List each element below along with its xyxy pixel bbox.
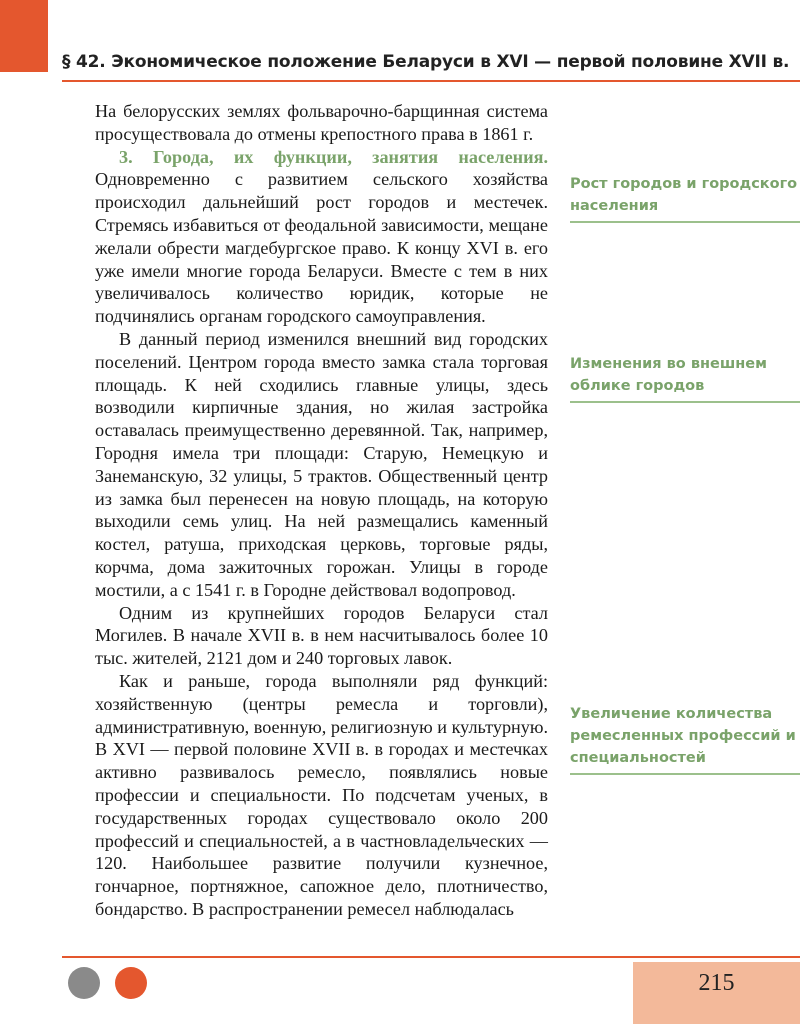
paragraph-2 [95, 146, 548, 328]
margin-note-crafts: Увеличение количества ремесленных профессий и специальностей [570, 703, 800, 775]
paragraph-3: В данный период изменился внешний вид городских поселений. Центром города вместо замка стала торговая площадь. К ней сходились главные улицы, здесь возводили кирпичные здания, но жилая застройка оставалась преимущественно деревянной. Так, например, Городня имела три площади: Старую, Немецкую и Занеманскую, 32 улицы, 5 трактов. Общественный центр из замка был перенесен на новую площадь, на которую выходили семь улиц. На ней размещались каменный костел, ратуша, приходская церковь, торговые ряды, корчма, дома зажиточных горожан. Улицы в городе мостили, а с 1541 г. в Городне действовал водопровод. [95, 328, 548, 600]
main-text-column [95, 100, 548, 921]
subsection-heading: 3. Города, их функции, занятия населения. [119, 146, 548, 167]
margin-note-city-growth: Рост городов и городского населения [570, 173, 800, 223]
corner-accent-block [0, 0, 48, 72]
footer-divider [62, 956, 800, 958]
orange-circle-icon [115, 967, 147, 999]
margin-note-city-appearance: Изменения во внешнем облике городов [570, 353, 800, 403]
paragraph-2-text: Одновременно с развитием сельского хозяйства происходил дальнейший рост городов и местечек. Стремясь избавиться от феодальной зависимости, мещане желали обрести магдебургское право. К концу XVI в. его уже имели многие города Беларуси. Вместе с тем в них увеличивалось количество юридик, которые не подчинялись органам городского самоуправления. [95, 169, 548, 327]
section-header-title: § 42. Экономическое положение Беларуси в XVI — первой половине XVII в. [62, 52, 790, 72]
paragraph-4: Одним из крупнейших городов Беларуси стал Могилев. В начале XVII в. в нем насчитывалось более 10 тыс. жителей, 2121 дом и 240 торговых лавок. [95, 602, 548, 669]
paragraph-1: На белорусских землях фольварочно-барщинная система просуществовала до отмены крепостного права в 1861 г. [95, 101, 548, 144]
gray-circle-icon [68, 967, 100, 999]
page-number-box [633, 962, 800, 1024]
paragraph-5: Как и раньше, города выполняли ряд функций: хозяйственную (центры ремесла и торговли), административную, военную, религиозную и культурную. В XVI — первой половине XVII в. в городах и местечках активно развивалось ремесло, появлялись новые профессии и специальности. По подсчетам ученых, в государственных городах существовало около 200 профессий и специальностей, а в частновладельческих — 120. Наибольшее развитие получили кузнечное, гончарное, портняжное, сапожное дело, плотничество, бондарство. В распространении ремесел наблюдалась [95, 670, 548, 919]
header-divider [62, 80, 800, 82]
page-number: 215 [698, 970, 735, 996]
